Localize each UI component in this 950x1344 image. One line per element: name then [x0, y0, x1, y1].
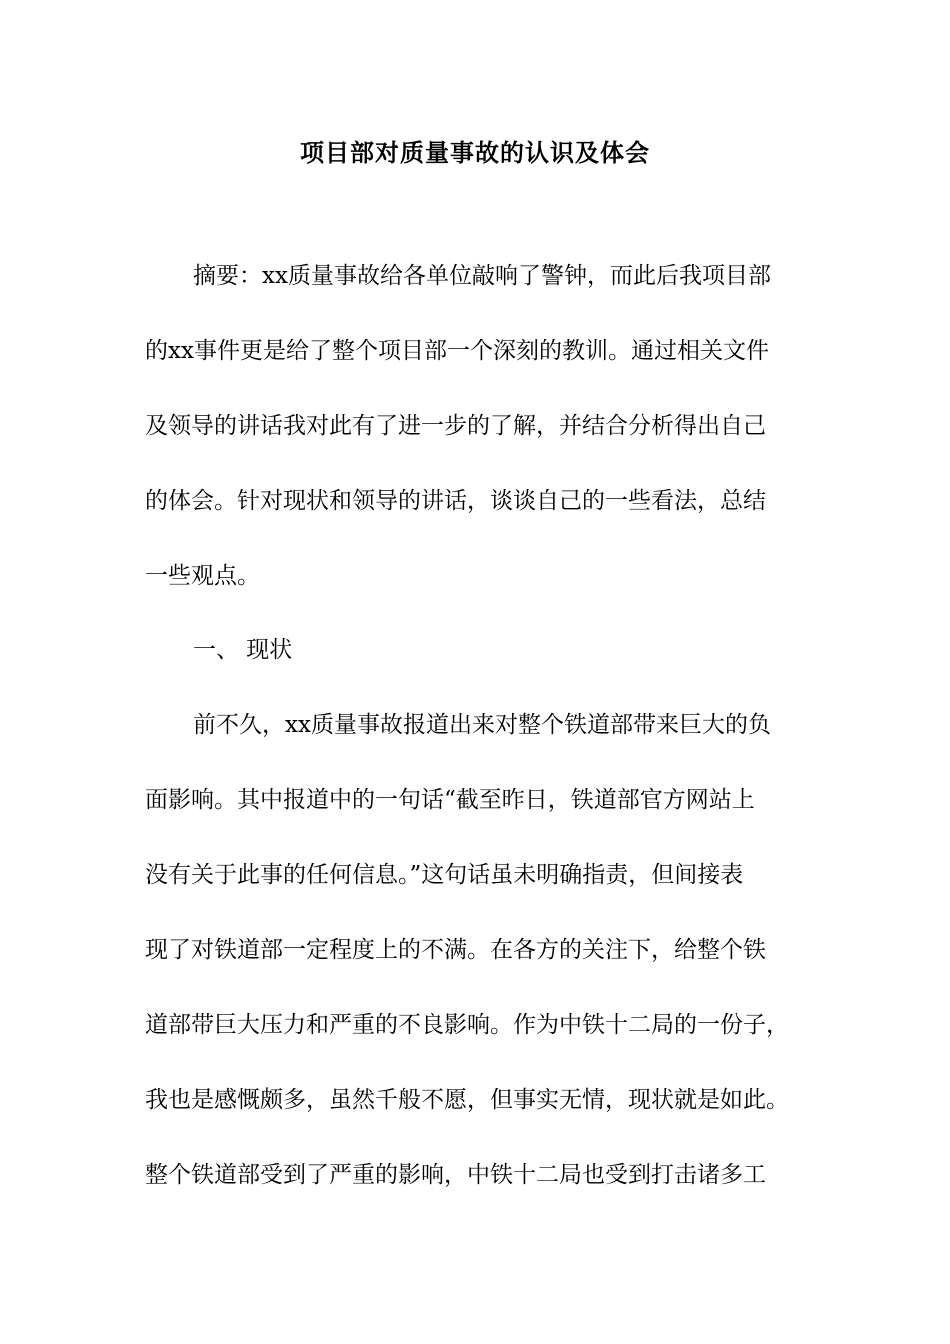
text-line: 整个铁道部受到了严重的影响，中铁十二局也受到打击诸多工 [145, 1162, 766, 1188]
text-line: 及领导的讲话我对此有了进一步的了解，并结合分析得出自己 [145, 413, 766, 439]
document-title: 项目部对质量事故的认识及体会 [300, 138, 650, 167]
text-line: 前不久，xx质量事故报道出来对整个铁道部带来巨大的负 [193, 712, 771, 738]
text-line: 的体会。针对现状和领导的讲话，谈谈自己的一些看法，总结 [145, 488, 766, 514]
text-line: 的xx事件更是给了整个项目部一个深刻的教训。通过相关文件 [145, 338, 769, 364]
text-line: 我也是感慨颇多，虽然千般不愿，但事实无情，现状就是如此。 [145, 1087, 789, 1113]
text-line: 没有关于此事的任何信息。”这句话虽未明确指责，但间接表 [145, 862, 744, 888]
text-line: 现了对铁道部一定程度上的不满。在各方的关注下，给整个铁 [145, 937, 766, 963]
text-line: 道部带巨大压力和严重的不良影响。作为中铁十二局的一份子， [145, 1012, 789, 1038]
text-line: 摘要：xx质量事故给各单位敲响了警钟，而此后我项目部 [193, 263, 771, 289]
text-line: 面影响。其中报道中的一句话“截至昨日，铁道部官方网站上 [145, 787, 755, 813]
text-line: 一些观点。 [145, 563, 260, 589]
section-heading: 一、 现状 [193, 637, 293, 663]
